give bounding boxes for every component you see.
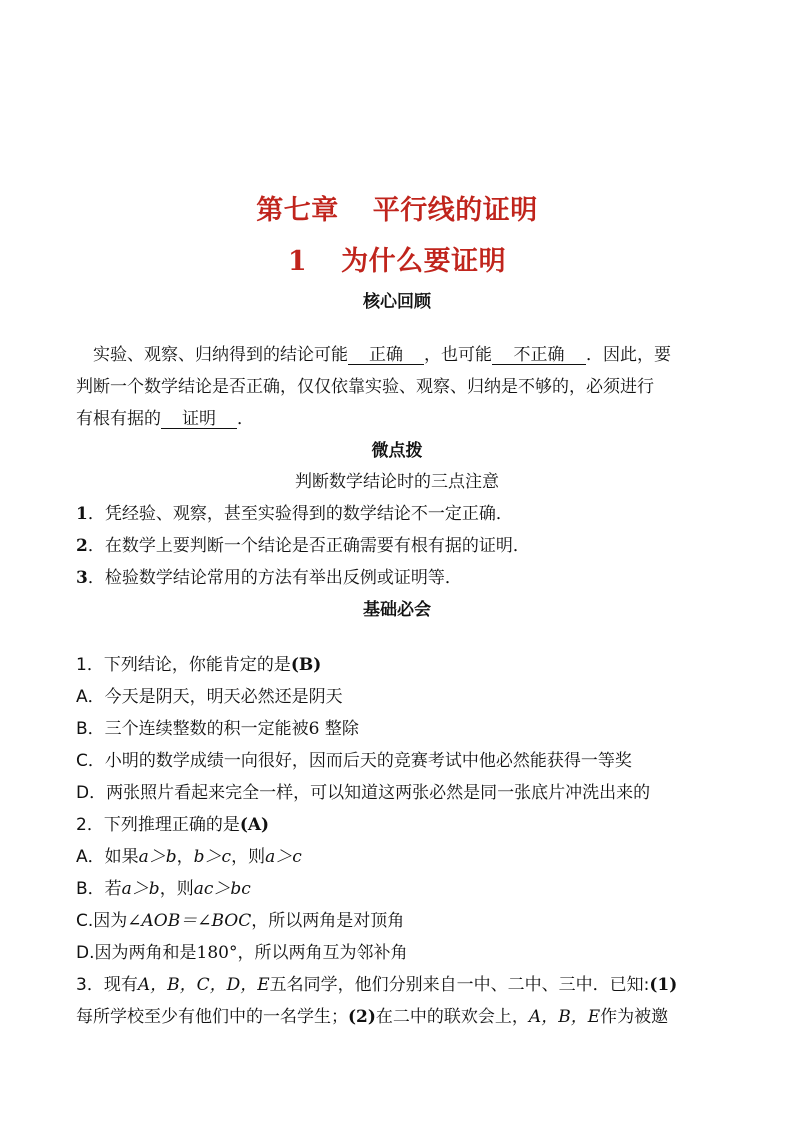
review-heading: 核心回顾	[363, 292, 431, 312]
question-1-option-b: B．三个连续整数的积一定能被6 整除	[76, 719, 359, 739]
question-1-option-a: A．今天是阴天，明天必然还是阴天	[76, 687, 343, 707]
question-3-line-1: 3．现有A，B，C，D，E五名同学，他们分别来自一中、二中、三中．已知:(1)	[76, 975, 678, 995]
basics-heading: 基础必会	[363, 600, 431, 620]
chapter-number: 第七章	[256, 195, 339, 226]
tip-item-3: 3．检验数学结论常用的方法有举出反例或证明等．	[76, 568, 462, 588]
question-2-option-b: B．若a＞b，则ac＞bc	[76, 879, 251, 899]
question-1-option-c: C．小明的数学成绩一向很好，因而后天的竞赛考试中他必然能获得一等奖	[76, 751, 632, 771]
question-1-option-d: D．两张照片看起来完全一样，可以知道这两张必然是同一张底片冲洗出来的	[76, 783, 651, 803]
section-number: 1	[287, 246, 308, 277]
question-2-option-d: D.因为两角和是180°，所以两角互为邻补角	[76, 943, 408, 963]
question-2-answer: (A)	[239, 815, 270, 835]
question-2-stem: 2．下列推理正确的是(A)	[76, 815, 270, 835]
fill-blank-1: 正确	[348, 347, 424, 365]
section-name: 为什么要证明	[341, 246, 507, 277]
review-line-1: 实验、观察、归纳得到的结论可能 正确 ，也可能 不正确 ．因此，要	[93, 345, 671, 365]
fill-blank-3: 证明	[161, 411, 237, 429]
tips-subtitle: 判断数学结论时的三点注意	[295, 472, 499, 492]
tips-heading: 微点拨	[371, 441, 423, 461]
tip-item-2: 2．在数学上要判断一个结论是否正确需要有根有据的证明．	[76, 536, 530, 556]
chapter-name: 平行线的证明	[372, 195, 538, 226]
section-title	[0, 239, 794, 278]
fill-blank-2: 不正确	[492, 347, 586, 365]
question-3-line-2: 每所学校至少有他们中的一名学生；(2)在二中的联欢会上，A，B，E作为被邀	[76, 1007, 669, 1027]
tip-item-1: 1．凭经验、观察，甚至实验得到的数学结论不一定正确．	[76, 504, 513, 524]
question-1-answer: (B)	[290, 655, 322, 675]
chapter-title	[0, 188, 794, 227]
question-2-option-c: C.因为∠AOB＝∠BOC，所以两角是对顶角	[76, 911, 405, 931]
review-line-3: 有根有据的 证明 ．	[76, 409, 254, 429]
question-2-option-a: A．如果a＞b，b＞c，则a＞c	[76, 847, 302, 867]
review-line-2: 判断一个数学结论是否正确，仅仅依靠实验、观察、归纳是不够的，必须进行	[76, 377, 654, 397]
question-1-stem: 1．下列结论，你能肯定的是(B)	[76, 655, 322, 675]
